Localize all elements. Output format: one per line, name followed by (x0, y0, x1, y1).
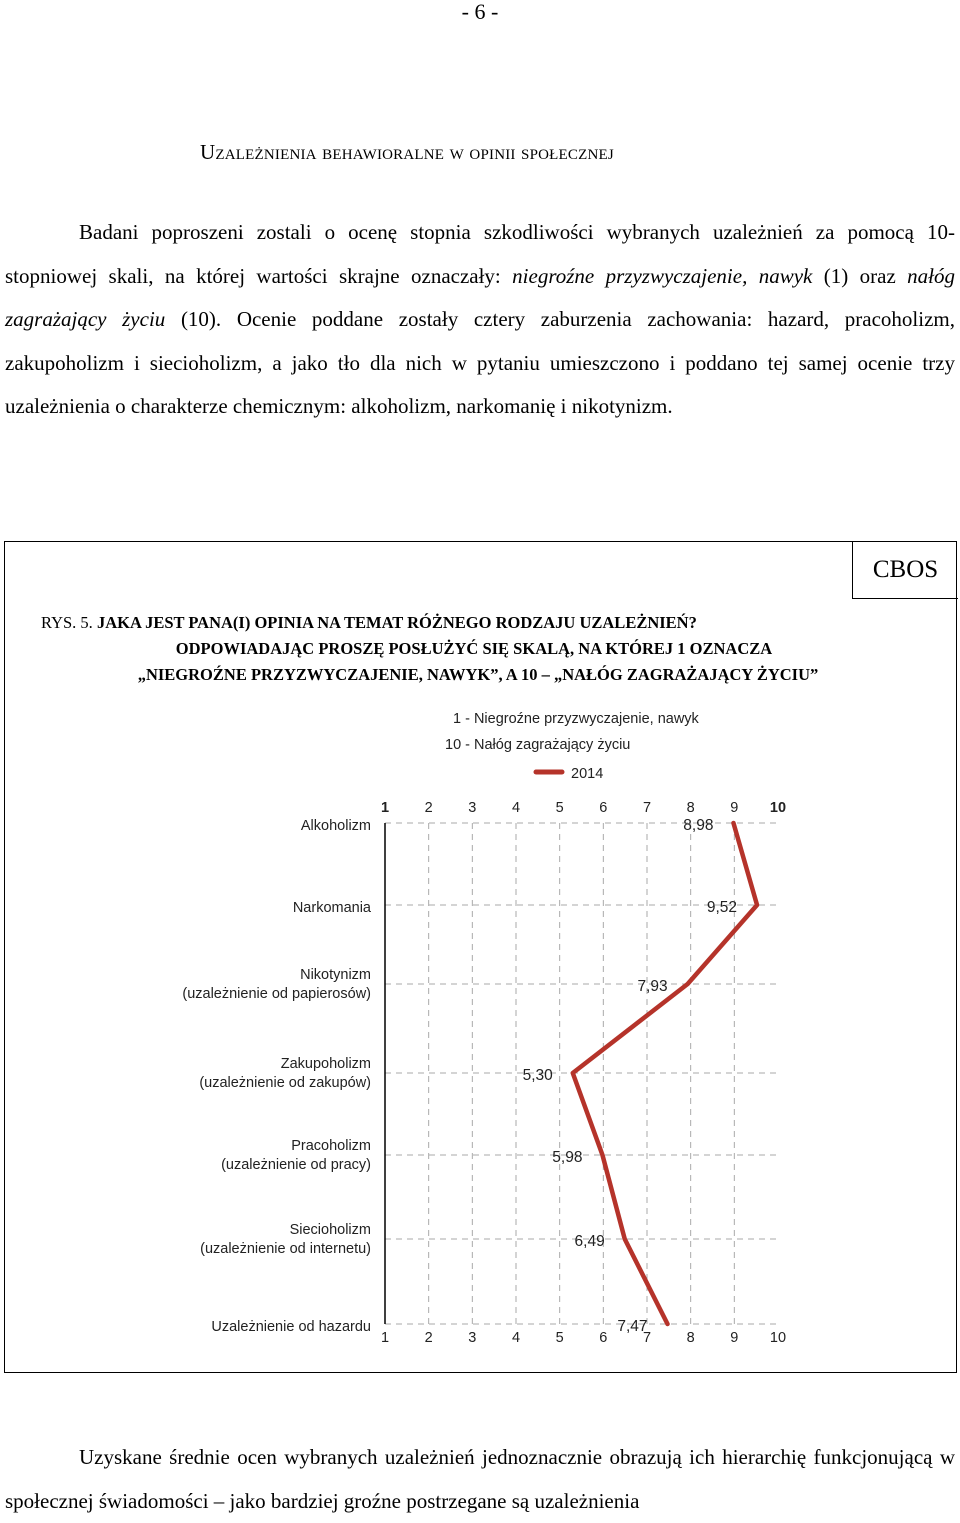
x-tick-label-bottom: 8 (686, 1330, 695, 1346)
scale-note-2: 10 - Nałóg zagrażający życiu (445, 737, 631, 753)
x-tick-label-bottom: 5 (555, 1330, 564, 1346)
x-tick-label-top: 10 (769, 800, 787, 816)
intro-italic-2: nałóg zagrażający życiu (5, 263, 956, 331)
data-label: 9,52 (706, 899, 738, 916)
x-tick-label-bottom: 9 (730, 1330, 739, 1346)
x-tick-label-bottom: 2 (424, 1330, 433, 1346)
category-label: Uzależnienie od hazardu (211, 1319, 371, 1335)
data-label: 5,98 (552, 1149, 583, 1166)
intro-text-1: Badani poproszeni zostali o ocenę stopnia szkodliwości wybranych uzależnień za pomocą 10-stopniowej skali, na której wartości skrajne oznaczały: (5, 220, 955, 288)
intro-text-2: (1) oraz (812, 263, 908, 288)
category-sublabel: (uzależnienie od zakupów) (199, 1075, 371, 1091)
figure-label: RYS. 5. (41, 613, 93, 632)
closing-text: Uzyskane średnie ocen wybranych uzależnień jednoznacznie obrazują ich hierarchię funkcjonującą w społecznej świadomości – jako bardziej groźne postrzegane są uzależnienia (5, 1445, 955, 1513)
x-tick-label-top: 6 (599, 800, 608, 816)
category-sublabel: (uzależnienie od pracy) (221, 1157, 371, 1173)
scale-note-1: 1 - Niegroźne przyzwyczajenie, nawyk (453, 711, 699, 727)
category-sublabel: (uzależnienie od papierosów) (182, 986, 371, 1002)
x-tick-label-bottom: 6 (599, 1330, 608, 1346)
x-tick-label-top: 5 (555, 800, 564, 816)
figure-instruction-1: ODPOWIADAJĄC PROSZĘ POSŁUŻYĆ SIĘ SKALĄ, NA KTÓREJ 1 OZNACZA (175, 639, 773, 658)
section-title: Uzależnienia behawioralne w opinii społecznej (200, 140, 614, 164)
data-label: 6,49 (574, 1233, 605, 1250)
x-tick-label-top: 1 (380, 800, 390, 816)
category-label: Pracoholizm (291, 1138, 371, 1154)
x-tick-label-bottom: 3 (468, 1330, 477, 1346)
closing-paragraph (5, 1436, 955, 1523)
x-tick-label-top: 4 (511, 800, 521, 816)
category-label: Narkomania (292, 900, 371, 916)
category-label: Zakupoholizm (280, 1056, 371, 1072)
category-sublabel: (uzależnienie od internetu) (200, 1241, 371, 1257)
figure-caption (41, 613, 697, 633)
data-label: 7,47 (617, 1318, 648, 1335)
x-tick-label-bottom: 7 (642, 1330, 652, 1346)
x-tick-label-top: 8 (686, 800, 695, 816)
legend-label: 2014 (571, 766, 604, 782)
figure-instruction-2: „NIEGROŹNE PRZYZWYCZAJENIE, NAWYK”, A 10 – „NAŁÓG ZAGRAŻAJĄCY ŻYCIU” (137, 665, 819, 684)
intro-italic-1: niegroźne przyzwyczajenie, nawyk (512, 263, 813, 288)
x-tick-label-top: 2 (424, 800, 433, 816)
category-label: Nikotynizm (300, 967, 371, 983)
x-tick-label-bottom: 4 (511, 1330, 521, 1346)
data-label: 7,93 (637, 978, 668, 995)
intro-text-3: (10). Ocenie poddane zostały cztery zaburzenia zachowania: hazard, pracoholizm, zakupoholizm i siecioholizm, a jako tło dla nich w pytaniu umieszczono i poddano tej samej ocenie trzy uzależnienia o charakterze chemicznym: alkoholizm, narkomanię i nikotynizm. (5, 307, 955, 418)
figure-question: JAKA JEST PANA(I) OPINIA NA TEMAT RÓŻNEGO RODZAJU UZALEŻNIEŃ? (96, 613, 697, 632)
x-tick-label-top: 3 (468, 800, 477, 816)
cbos-badge: CBOS (852, 541, 958, 599)
x-tick-label-bottom: 10 (769, 1330, 787, 1346)
page-number: - 6 - (461, 0, 499, 24)
data-label: 8,98 (683, 817, 714, 834)
x-tick-label-top: 7 (642, 800, 652, 816)
category-label: Alkoholizm (300, 818, 371, 834)
category-label: Siecioholizm (289, 1222, 371, 1238)
intro-paragraph (5, 211, 955, 429)
x-tick-label-bottom: 1 (380, 1330, 390, 1346)
data-label: 5,30 (522, 1067, 553, 1084)
x-tick-label-top: 9 (730, 800, 739, 816)
